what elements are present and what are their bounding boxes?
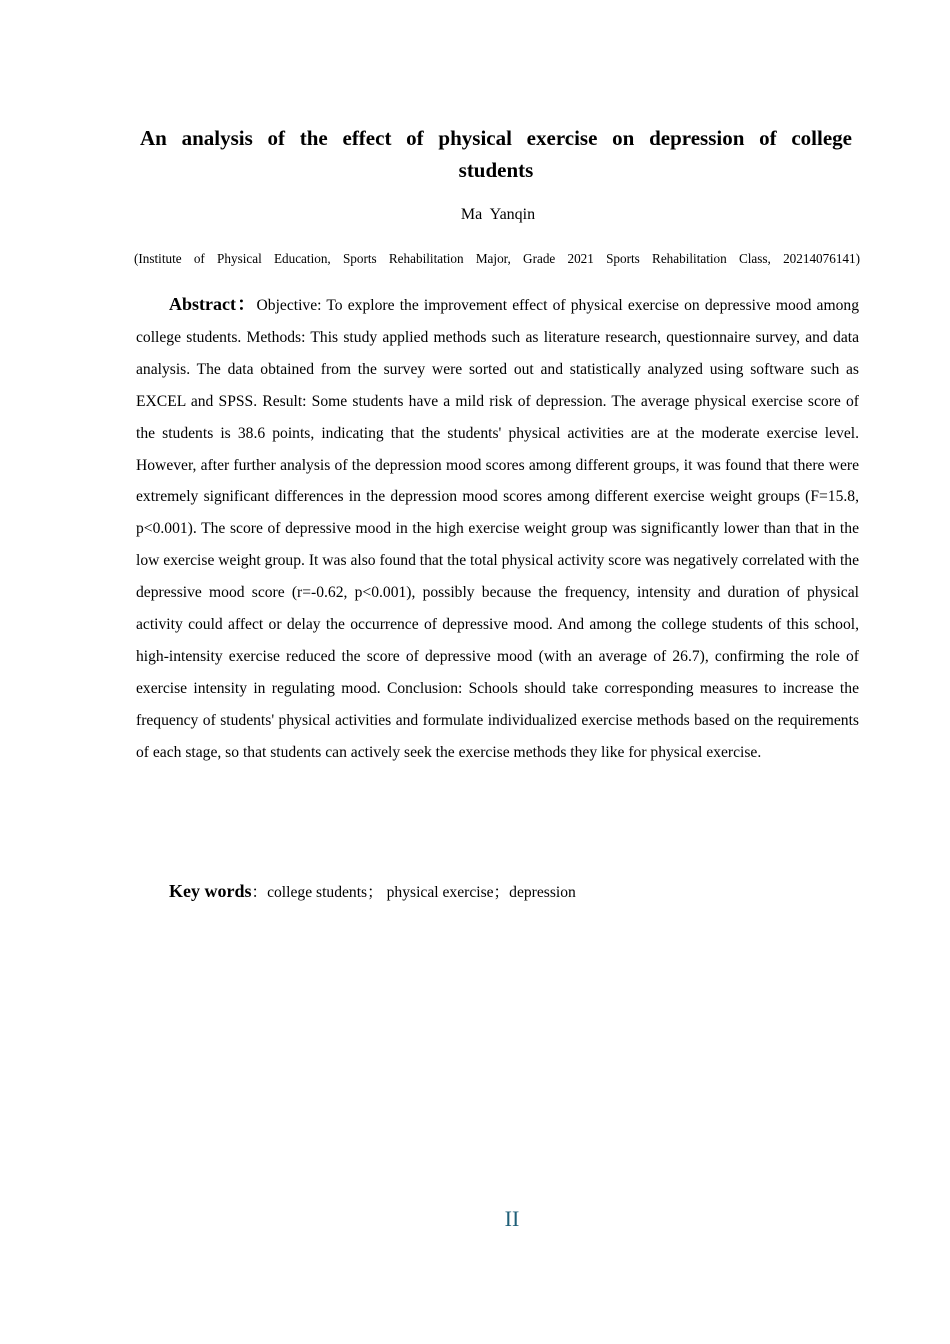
keywords-label: Key words: [169, 881, 252, 901]
keywords-text: ：college students； physical exercise；depression: [251, 884, 576, 901]
abstract-label: Abstract：: [169, 294, 257, 314]
page-number: II: [504, 1206, 520, 1231]
abstract-text: Objective: To explore the improvement effect of physical exercise on depressive mood among college students. Methods: This study applied methods such as literature research, questionnaire survey, and data analysis. The data obtained from the survey were sorted out and statistically analyzed using software such as EXCEL and SPSS. Result: Some students have a mild risk of depression. The average physical exercise score of the students is 38.6 points, indicating that the students' physical activities are at the moderate exercise level. However, after further analysis of the depression mood scores among different groups, it was found that there were extremely significant differences in the depression mood scores among different exercise weight groups (F=15.8, p<0.001). The score of depressive mood in the high exercise weight group was significantly lower than that in the low exercise weight group. It was also found that the total physical activity score was negatively correlated with the depressive mood score (r=-0.62, p<0.001), possibly because the frequency, intensity and duration of physical activity could affect or delay the occurrence of depressive mood. And among the college students of this school, high-intensity exercise reduced the score of depressive mood (with an average of 26.7), confirming the role of exercise intensity in regulating mood. Conclusion: Schools should take corresponding measures to increase the frequency of students' physical activities and formulate individualized exercise methods based on the requirements of each stage, so that students can actively seek the exercise methods they like for physical exercise.: [136, 297, 859, 761]
abstract-paragraph: [136, 289, 859, 769]
paper-title: An analysis of the effect of physical exercise on depression of college students: [140, 126, 852, 182]
author-name: Ma Yanqin: [460, 206, 536, 223]
author-affiliation: (Institute of Physical Education, Sports Rehabilitation Major, Grade 2021 Sports Rehabilitation Class, 20214076141): [134, 251, 860, 266]
keywords-line: [136, 877, 859, 907]
